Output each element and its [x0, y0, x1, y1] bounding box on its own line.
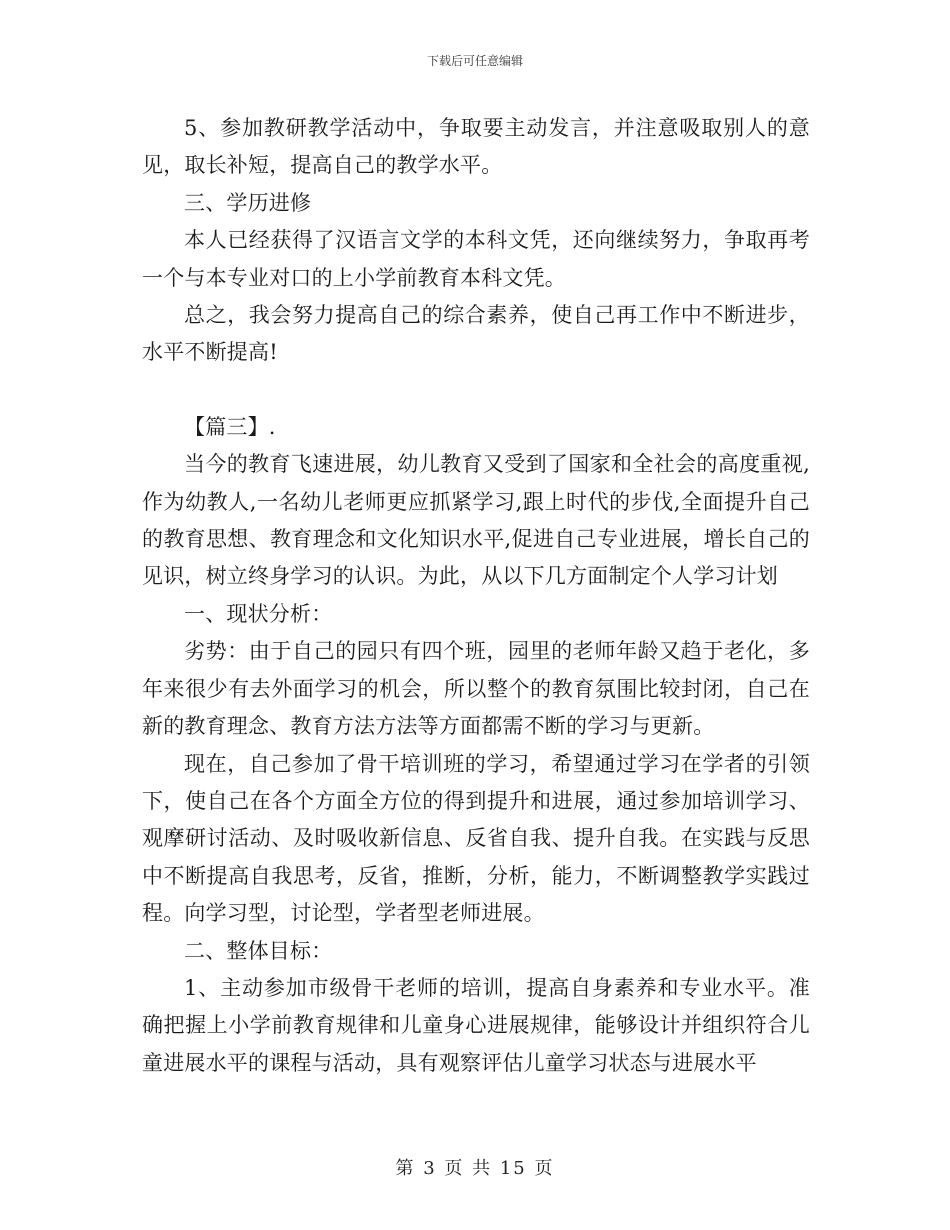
page-header: 下载后可任意编辑	[426, 54, 523, 68]
section-heading-analysis: 一、现状分析：	[184, 601, 333, 626]
paragraph-6: 当今的教育飞速进展，幼儿教育又受到了国家和全社会的高度重视,作为幼教人,一名幼儿老师更应抓紧学习,跟上时代的步伐,全面提升自己的教育思想、教育理念和文化知识水平,促进自己专业进展，增长自己的见识，树立终身学习的认识。为此，从以下几方面制定个人学习计划	[142, 452, 810, 589]
chapter-heading: 【篇三】.	[184, 414, 276, 439]
section-heading-goals: 二、整体目标：	[184, 938, 333, 963]
paragraph-8: 劣势：由于自己的园只有四个班，园里的老师年龄又趋于老化，多年来很少有去外面学习的机会，所以整个的教育氛围比较封闭，自己在新的教育理念、教育方法方法等方面都需不断的学习与更新。	[142, 639, 810, 739]
paragraph-11: 1、主动参加市级骨干老师的培训，提高自身素养和专业水平。准确把握上小学前教育规律和儿童身心进展规律，能够设计并组织符合儿童进展水平的课程与活动，具有观察评估儿童学习状态与进展水平	[142, 975, 810, 1075]
paragraph-4: 总之，我会努力提高自己的综合素养，使自己再工作中不断进步，水平不断提高!	[142, 303, 810, 365]
paragraph-3: 本人已经获得了汉语言文学的本科文凭，还向继续努力，争取再考一个与本专业对口的上小学前教育本科文凭。	[142, 228, 810, 290]
paragraph-1: 5、参加教研教学活动中，争取要主动发言，并注意吸取别人的意见，取长补短，提高自己的教学水平。	[142, 116, 810, 178]
document-body	[142, 110, 810, 1082]
spacer	[142, 372, 810, 409]
page-footer: 第 3 页 共 15 页	[395, 1158, 555, 1179]
paragraph-9: 现在，自己参加了骨干培训班的学习，希望通过学习在学者的引领下，使自己在各个方面全方位的得到提升和进展，通过参加培训学习、观摩研讨活动、及时吸收新信息、反省自我、提升自我。在实践与反思中不断提高自我思考，反省，推断，分析，能力，不断调整教学实践过程。向学习型，讨论型，学者型老师进展。	[142, 751, 810, 926]
section-heading-education: 三、学历进修	[184, 190, 312, 215]
